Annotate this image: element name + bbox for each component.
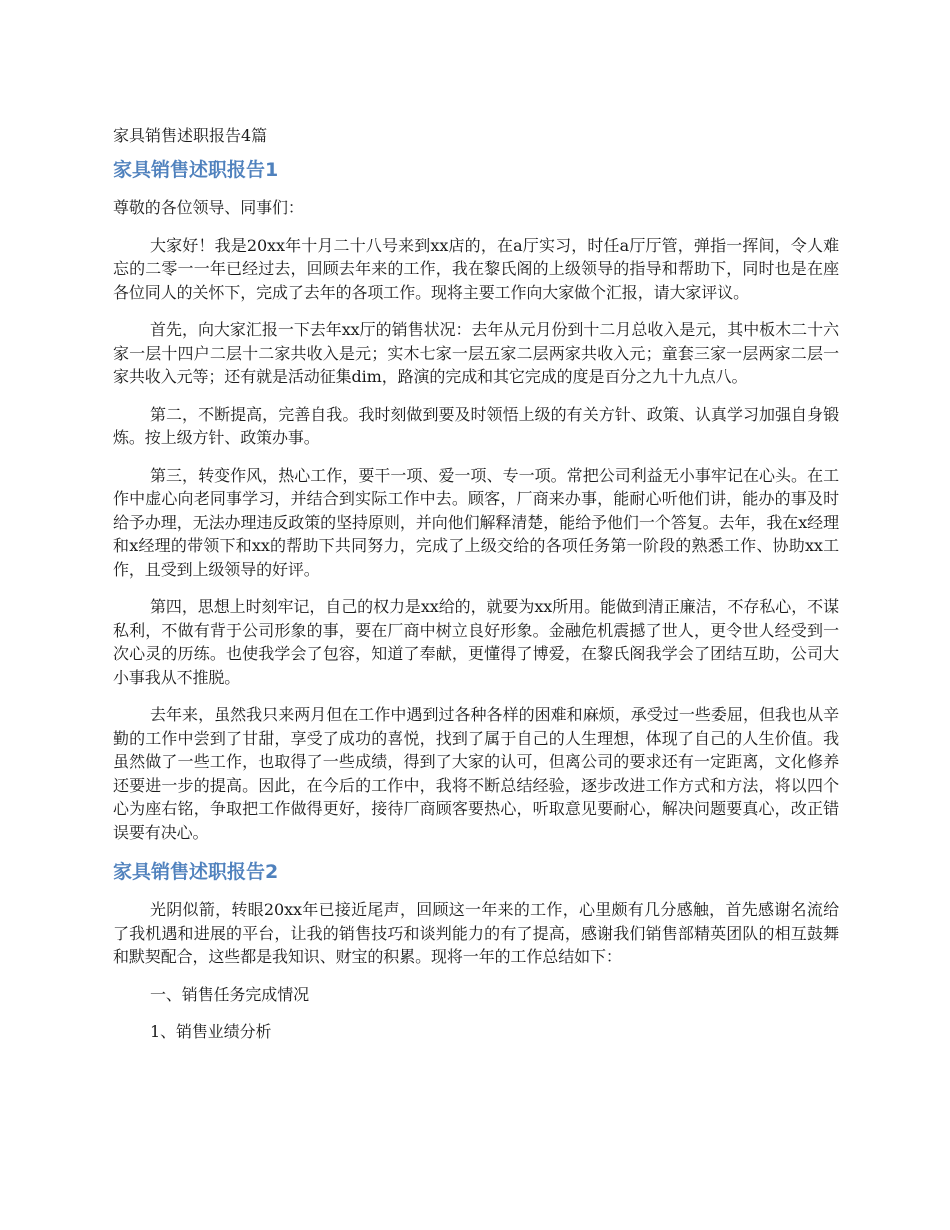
subheading: 一、销售任务完成情况 bbox=[150, 984, 310, 1004]
paragraph: 首先，向大家汇报一下去年xx厅的销售状况：去年从元月份到十二月总收入是元，其中板木二十六家一层十四户二层十二家共收入是元；实木七家一层五家二层两家共收入元；童套三家一层两家二层一家共收入元等；还有就是活动征集dim，路演的完成和其它完成的度是百分之九十九点八。 bbox=[113, 320, 839, 386]
paragraph: 去年来，虽然我只来两月但在工作中遇到过各种各样的困难和麻烦，承受过一些委屈，但我也从辛勤的工作中尝到了甘甜，享受了成功的喜悦，找到了属于自己的人生理想，体现了自己的人生价值。我虽然做了一些工作，也取得了一些成绩，得到了大家的认可，但离公司的要求还有一定距离，文化修养还要进一步的提高。因此，在今后的工作中，我将不断总结经验，逐步改进工作方式和方法，将以四个心为座右铭，争取把工作做得更好，接待厂商顾客要热心，听取意见要耐心，解决问题要真心，改正错误要有决心。 bbox=[113, 705, 839, 842]
paragraph: 第四，思想上时刻牢记，自己的权力是xx给的，就要为xx所用。能做到清正廉洁，不存私心，不谋私利，不做有背于公司形象的事，要在厂商中树立良好形象。金融危机震撼了世人，更令世人经受到一次心灵的历练。也使我学会了包容，知道了奉献，更懂得了博爱，在黎氏阁我学会了团结互助，公司大小事我从不推脱。 bbox=[113, 597, 839, 687]
document-title: 家具销售述职报告4篇 bbox=[113, 126, 268, 145]
paragraph: 光阴似箭，转眼20xx年已接近尾声，回顾这一年来的工作，心里颇有几分感触，首先感谢名流给了我机遇和进展的平台，让我的销售技巧和谈判能力的有了提高，感谢我们销售部精英团队的相互鼓舞和默契配合，这些都是我知识、财宝的积累。现将一年的工作总结如下： bbox=[113, 900, 839, 966]
section-heading-2: 家具销售述职报告2 bbox=[113, 861, 279, 883]
section-heading-1: 家具销售述职报告1 bbox=[113, 159, 279, 181]
salutation: 尊敬的各位领导、同事们： bbox=[113, 198, 304, 217]
document-page bbox=[113, 122, 839, 1058]
paragraph: 第二，不断提高，完善自我。我时刻做到要及时领悟上级的有关方针、政策、认真学习加强自身锻炼。按上级方针、政策办事。 bbox=[113, 404, 839, 447]
paragraph: 第三，转变作风，热心工作，要干一项、爱一项、专一项。常把公司利益无小事牢记在心头。在工作中虚心向老同事学习，并结合到实际工作中去。顾客，厂商来办事，能耐心听他们讲，能办的事及时给予办理，无法办理违反政策的坚持原则，并向他们解释清楚，能给予他们一个答复。去年，我在x经理和x经理的带领下和xx的帮助下共同努力，完成了上级交给的各项任务第一阶段的熟悉工作、协助xx工作，且受到上级领导的好评。 bbox=[113, 465, 839, 579]
subheading: 1、销售业绩分析 bbox=[150, 1022, 272, 1041]
paragraph: 大家好！我是20xx年十月二十八号来到xx店的，在a厅实习，时任a厅厅管，弹指一挥间，令人难忘的二零一一年已经过去，回顾去年来的工作，我在黎氏阁的上级领导的指导和帮助下，同时也是在座各位同人的关怀下，完成了去年的各项工作。现将主要工作向大家做个汇报，请大家评议。 bbox=[113, 235, 839, 302]
